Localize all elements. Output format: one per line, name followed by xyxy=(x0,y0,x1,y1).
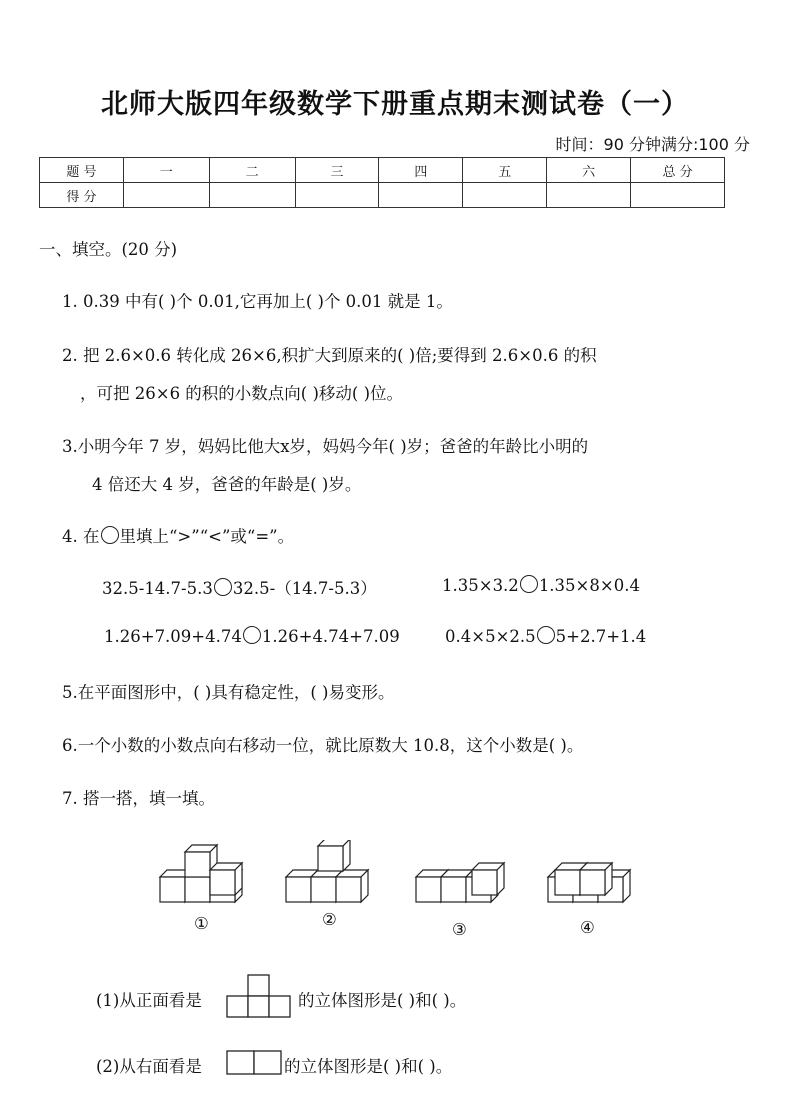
section-heading: 一、填空。(20 分) xyxy=(39,240,178,259)
score-header-cell: 六 xyxy=(547,158,631,183)
compare-right: 1.26+4.74+7.09 xyxy=(261,627,400,646)
compare-left: 1.26+7.09+4.74 xyxy=(104,627,242,646)
score-table-header-row xyxy=(40,158,725,183)
compare-circle[interactable] xyxy=(243,626,261,644)
score-header-cell: 五 xyxy=(463,158,547,183)
compare-expr-1 xyxy=(102,575,377,599)
score-input-cell[interactable] xyxy=(631,183,725,208)
question-4 xyxy=(62,523,294,547)
question-7: 7. 搭一搭，填一填。 xyxy=(62,789,215,808)
compare-expr-4 xyxy=(445,626,646,646)
figure-3-cubes xyxy=(416,863,504,902)
time-score-info: 时间：90 分钟满分:100 分 xyxy=(555,135,750,154)
cube-figures xyxy=(150,840,650,945)
subquestion-1-prefix: (1)从正面看是 xyxy=(96,991,202,1010)
figure-1-cubes xyxy=(160,845,242,902)
subquestion-1-suffix: 的立体图形是( )和( )。 xyxy=(298,991,467,1010)
question-2-line-2: ，可把 26×6 的积的小数点向( )移动( )位。 xyxy=(80,384,404,403)
compare-expr-2 xyxy=(442,575,640,595)
compare-left: 1.35×3.2 xyxy=(442,576,519,595)
figure-label-2: ② xyxy=(322,910,337,929)
subquestion-2-suffix: 的立体图形是( )和( )。 xyxy=(284,1057,453,1076)
figure-4-cubes xyxy=(548,863,630,902)
subquestion-2-prefix: (2)从右面看是 xyxy=(96,1057,202,1076)
question-1: 1. 0.39 中有( )个 0.01,它再加上( )个 0.01 就是 1。 xyxy=(62,292,453,311)
page-title: 北师大版四年级数学下册重点期末测试卷（一） xyxy=(101,89,689,120)
compare-left: 0.4×5×2.5 xyxy=(445,627,536,646)
compare-right: 1.35×8×0.4 xyxy=(538,576,640,595)
question-4-suffix: 里填上“>”“<”或“=”。 xyxy=(119,527,295,546)
question-6: 6.一个小数的小数点向右移动一位，就比原数大 10.8，这个小数是( )。 xyxy=(62,736,584,755)
score-header-cell: 四 xyxy=(379,158,463,183)
compare-circle[interactable] xyxy=(537,626,555,644)
score-header-cell: 一 xyxy=(123,158,209,183)
compare-circle[interactable] xyxy=(520,575,538,593)
compare-expr-3 xyxy=(104,626,400,646)
score-input-cell[interactable] xyxy=(209,183,295,208)
figure-label-1: ① xyxy=(194,914,209,933)
front-view-shape xyxy=(226,974,294,1018)
circle-icon xyxy=(101,526,119,544)
question-5: 5.在平面图形中，( )具有稳定性，( )易变形。 xyxy=(62,683,395,702)
score-input-cell[interactable] xyxy=(379,183,463,208)
score-header-cell: 二 xyxy=(209,158,295,183)
score-table xyxy=(39,157,725,208)
compare-circle[interactable] xyxy=(214,578,232,596)
score-header-cell: 题 号 xyxy=(40,158,124,183)
score-header-cell: 三 xyxy=(295,158,379,183)
right-view-shape xyxy=(226,1050,284,1076)
score-input-cell[interactable] xyxy=(295,183,379,208)
compare-right: 5+2.7+1.4 xyxy=(555,627,647,646)
compare-left: 32.5-14.7-5.3 xyxy=(102,579,213,598)
compare-right: 32.5-（14.7-5.3） xyxy=(232,579,377,598)
score-input-cell[interactable] xyxy=(463,183,547,208)
score-row-label: 得 分 xyxy=(40,183,124,208)
score-header-cell: 总 分 xyxy=(631,158,725,183)
score-input-cell[interactable] xyxy=(547,183,631,208)
figure-2-cubes xyxy=(286,840,368,902)
question-4-prefix: 4. 在 xyxy=(62,527,100,546)
figure-label-4: ④ xyxy=(580,918,595,937)
score-input-cell[interactable] xyxy=(123,183,209,208)
question-3-line-1: 3.小明今年 7 岁，妈妈比他大x岁，妈妈今年( )岁；爸爸的年龄比小明的 xyxy=(62,437,589,456)
question-3-line-2: 4 倍还大 4 岁，爸爸的年龄是( )岁。 xyxy=(92,475,362,494)
figure-label-3: ③ xyxy=(452,920,467,939)
question-2-line-1: 2. 把 2.6×0.6 转化成 26×6,积扩大到原来的( )倍;要得到 2.6×0.6 的积 xyxy=(62,346,597,365)
score-table-score-row xyxy=(40,183,725,208)
